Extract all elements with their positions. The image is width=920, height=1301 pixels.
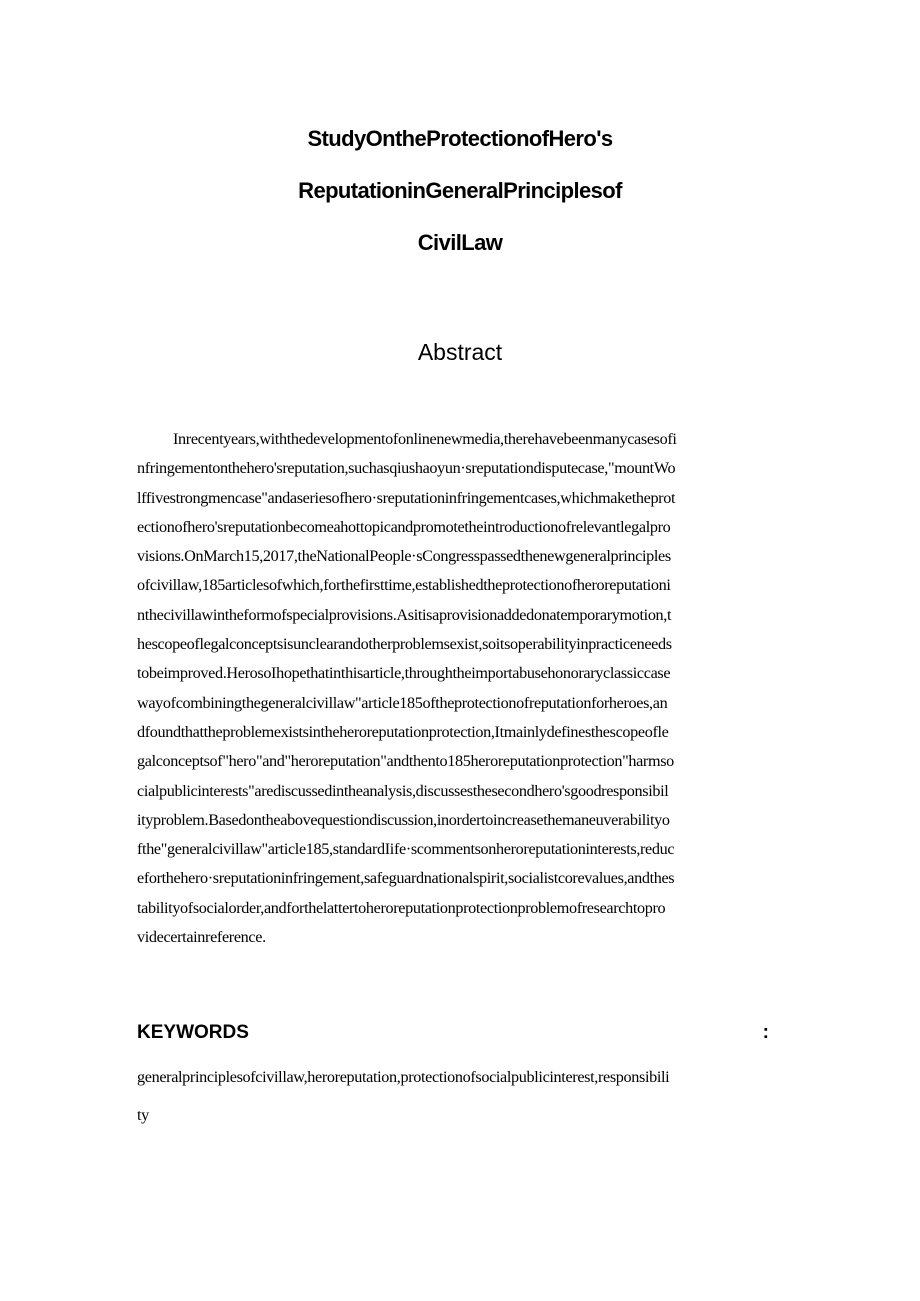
abstract-line: lffivestrongmencase"andaseriesofhero·sreputationinfringementcases,whichmaketheprot: [137, 488, 676, 507]
abstract-line: visions.OnMarch15,2017,theNationalPeople·sCongresspassedthenewgeneralprinciples: [137, 547, 671, 566]
abstract-line: ofcivillaw,185articlesofwhich,forthefirsttime,establishedtheprotectionofheroreputationi: [137, 576, 671, 595]
keywords-colon: :: [762, 1022, 769, 1043]
keywords-line: ty: [137, 1106, 149, 1124]
abstract-line: galconceptsof"hero"and"heroreputation"andthento185heroreputationprotection"harmso: [137, 752, 674, 771]
abstract-line: ityproblem.Basedontheabovequestiondiscussion,inordertoincreasethemaneuverabilityo: [137, 810, 670, 829]
keywords-heading-row: [137, 1018, 769, 1048]
title-line: ReputationinGeneralPrinciplesof: [298, 178, 622, 203]
keywords-line: generalprinciplesofcivillaw,heroreputation,protectionofsocialpublicinterest,responsibili: [137, 1068, 670, 1086]
abstract-line: videcertainreference.: [137, 928, 266, 947]
abstract-line: tobeimproved.HerosoIhopethatinthisarticle,throughtheimportabusehonoraryclassiccase: [137, 664, 671, 683]
keywords-list: [137, 1058, 787, 1134]
title-line: StudyOntheProtectionofHero's: [307, 126, 613, 151]
paper-title: [0, 113, 920, 269]
abstract-heading: Abstract: [417, 339, 503, 365]
abstract-line: fthe"generalcivillaw"article185,standardIife·scommentsonheroreputationinterests,reduc: [137, 840, 675, 859]
abstract-line: dfoundthattheproblemexistsintheheroreputationprotection,Itmainlydefinesthescopeofle: [137, 722, 669, 741]
abstract-line: wayofcombiningthegeneralcivillaw"article185oftheprotectionofreputationforheroes,an: [137, 693, 668, 712]
abstract-line: tabilityofsocialorder,andforthelattertoheroreputationprotectionproblemofresearchtopro: [137, 898, 666, 917]
abstract-line: eforthehero·sreputationinfringement,safeguardnationalspirit,socialistcorevalues,andthes: [137, 869, 675, 888]
abstract-body: [137, 425, 787, 952]
abstract-line: Inrecentyears,withthedevelopmentofonlinenewmedia,therehavebeenmanycasesofi: [173, 430, 677, 448]
abstract-line: nfringementonthehero'sreputation,suchasqiushaoyun·sreputationdisputecase,"mountWo: [137, 459, 676, 478]
abstract-line: nthecivillawintheformofspecialprovisions.Asitisaprovisionaddedonatemporarymotion,t: [137, 605, 672, 624]
abstract-line: ectionofhero'sreputationbecomeahottopicandpromotetheintroductionofrelevantlegalpro: [137, 517, 671, 536]
abstract-line: cialpublicinterests"arediscussedintheanalysis,discussesthesecondhero'sgoodresponsibil: [137, 781, 669, 800]
title-line: CivilLaw: [417, 230, 503, 255]
keywords-label: KEYWORDS: [137, 1022, 249, 1043]
abstract-line: hescopeoflegalconceptsisunclearandotherproblemsexist,soitsoperabilityinpracticeneeds: [137, 635, 672, 654]
